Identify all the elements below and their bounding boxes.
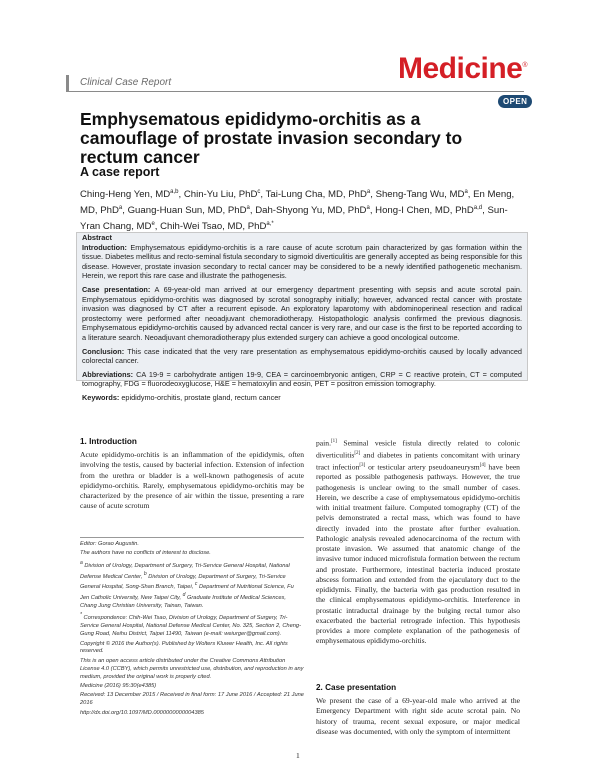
introduction-continued-text: pain.[1] Seminal vesicle fistula directly related to colonic diverticulitis[2] and diabetes in patients concomitant with urinary tract infection[3] or testicular artery pseudoaneurysm[4] have been reported as possible pathogenesis pathways. However, the true pathogenesis is unclear owing to the small number of cases. Herein, we describe a case of emphysematous epididymo-orchitis with initial treatment failure. Computed tomography (CT) of the pelvis demonstrated a rectal mass, which was found to have directly invaded into the prostate after further evaluation. Pathologic analysis revealed adenocarcinoma of the rectum with prostate invasion. We assumed that anatomic change of the invasive tumor induced microfistula formation between the rectum and prostate. Furthermore, intestinal bacteria induced prostate abscess formation and extended from the ejaculatory duct to the epididymis. Finally, the bacteria with gas production resulted in the clinical emphysematous epididymo-orchitis. Interference in prostatic intraductal drainage by the bulging rectal tumor also exacerbated the bacterial retrograde infection. This hypothesis provides a more complete explanation of the pathogenesis of emphysematous epididymo-orchitis.: [316, 438, 520, 646]
abstract-case: [82, 285, 522, 343]
footnote-item: Copyright © 2016 the Author(s). Published by Wolters Kluwer Health, Inc. All rights reserved.: [80, 640, 288, 655]
doi-link[interactable]: http://dx.doi.org/10.1097/MD.0000000000004385: [80, 709, 204, 716]
abstract-abbreviations-text: CA 19-9 = carbohydrate antigen 19-9, CEA = carcinoembryonic antigen, CRP = C reactive protein, CT = computed tomography, FDG = fluorodeoxyglucose, H&E = hematoxylin and eosin, PET = positron emission tomography.: [82, 369, 522, 389]
header-rule: [66, 91, 524, 92]
abstract-case-text: A 69-year-old man arrived at our emergency department presenting with sepsis and acute scrotal pain. Emphysematous epididymo-orchitis was diagnosed by scrotal sonography initially; however, advanced rectal cancer with prostate invasion was diagnosed by CT after a recurrent episode. An exploratory laparotomy with abdominoperineal resection and radical prostectomy were performed after neoadjuvant chemoradiotherapy. Histopathologic analysis confirmed the previous diagnosis. Emphysematous epididymo-orchitis caused by advanced rectal cancer is very rare, and our case is the first to be reported according to a literature search. Neoadjuvant chemoradiotherapy plus extended surgery can achieve a good oncological outcome.: [82, 284, 522, 342]
footnote-item: * Correspondence: Chih-Wei Tsao, Division of Urology, Department of Surgery, Tri-Service General Hospital, National Defense Medical Center, No. 325, Section 2, Cheng-Gung Road, Neihu District, Taipei 11490, Taiwan (e-mail: weiurger@gmail.com).: [80, 612, 301, 638]
introduction-text: Acute epididymo-orchitis is an inflammation of the epididymis, often involving the testis, caused by bacterial infection. Extension of infection from the urethra or bladder is a well-known pathogenesis of acute epididymo-orchitis. Rarely, emphysematous epididymo-orchitis may be characterized by the presence of air within the tissue, presenting a rare cause of acute scrotum: [80, 450, 304, 511]
abstract-conclusion: [82, 347, 522, 366]
case-presentation-heading: 2. Case presentation: [316, 683, 397, 692]
abstract-conclusion-label: Conclusion:: [82, 346, 125, 356]
abstract-introduction-label: Introduction:: [82, 242, 127, 252]
article-title: Emphysematous epididymo-orchitis as a camouflage of prostate invasion secondary to rectum cancer: [80, 109, 463, 167]
abstract-abbreviations: [82, 370, 522, 389]
footnote-item: This is an open access article distributed under the Creative Commons Attribution License 4.0 (CCBY), which permits unrestricted use, distribution, and reproduction in any medium, provided the original work is properly cited.: [80, 657, 304, 680]
open-access-badge: OPEN: [498, 95, 532, 108]
author-list: Ching-Heng Yen, MD$^{a,b}$, Chin-Yu Liu, PhD$^c$, Tai-Lung Cha, MD, PhD$^a$, Sheng-Tang Wu, $MD^a$, En Meng, MD, PhD$^a$, Guang-Huan Sun, MD, PhD$^a$, Dah-Shyong Yu, MD, PhD$^a$, Hong-I Chen, MD, PhD$^{a,d}$, Sun-Yran Chang, MDe, Chih-Wei Tsao, MD, PhD$^{a,*}$: [80, 189, 515, 232]
footnote-item: $^a$ Division of Urology, Department of Surgery, Tri-Service General Hospital, National Defense Medical Center, $^b$ Division of Urology, Department of Surgery, Tri-Service General Hospital, Song-Shan Branch, Taipei, $^c$ Department of Nutritional Science, Fu Jen Catholic University, New Taipei City, $^d$ Graduate Institute of Medical Sciences, Chang Jung Christian University, Tainan, Taiwan.: [80, 559, 294, 609]
header-accent-bar: [66, 75, 69, 91]
registered-mark: ®: [522, 62, 528, 69]
introduction-heading: 1. Introduction: [80, 437, 137, 446]
case-presentation-text: We present the case of a 69-year-old male who arrived at the Emergency Department with right side acute scrotal pain. No history of trauma, recent sexual exposure, or major medical disease was documented, with only the symptom of intermittent: [316, 696, 520, 736]
footnotes: [80, 541, 304, 719]
footnote-item: Medicine (2016) 95:30(e4385): [80, 683, 157, 690]
journal-logo-text: Medicine: [398, 52, 523, 85]
abstract-keywords-label: Keywords:: [82, 392, 120, 402]
journal-logo: [398, 52, 527, 86]
footnote-item: Editor: Gorao Augustin.: [80, 541, 139, 547]
abstract-conclusion-text: This case indicated that the very rare presentation as emphysematous epididymo-orchitis caused by locally advanced colorectal cancer.: [82, 346, 522, 366]
abstract-introduction: [82, 243, 522, 281]
abstract-keywords-text: epididymo-orchitis, prostate gland, rectum cancer: [121, 392, 281, 402]
section-label: Clinical Case Report: [80, 77, 172, 88]
abstract-introduction-text: Emphysematous epididymo-orchitis is a rare cause of acute scrotum pain characterized by gas formation within the tissue. Diabetes mellitus and recto-seminal fistula secondary to sigmoid diverticulitis are generally accepted as being responsible for this disease. However, prostate invasion secondary to rectal cancer may be considered to be a newly identified pathogenetic mechanism. Herein, we report this rare case and illustrate the pathogenesis.: [82, 242, 522, 281]
footnote-item: Received: 13 December 2015 / Received in final form: 17 June 2016 / Accepted: 21 June 2016: [80, 692, 304, 707]
abstract-keywords: [82, 393, 522, 403]
abstract-abbreviations-label: Abbreviations:: [82, 369, 134, 379]
footnote-rule: [80, 537, 304, 538]
abstract-case-label: Case presentation:: [82, 284, 151, 294]
abstract-heading: Abstract: [82, 233, 112, 242]
page-number: 1: [296, 751, 300, 760]
article-subtitle: A case report: [80, 165, 160, 179]
footnote-item: The authors have no conflicts of interest to disclose.: [80, 550, 211, 557]
abstract-content: [82, 233, 522, 407]
